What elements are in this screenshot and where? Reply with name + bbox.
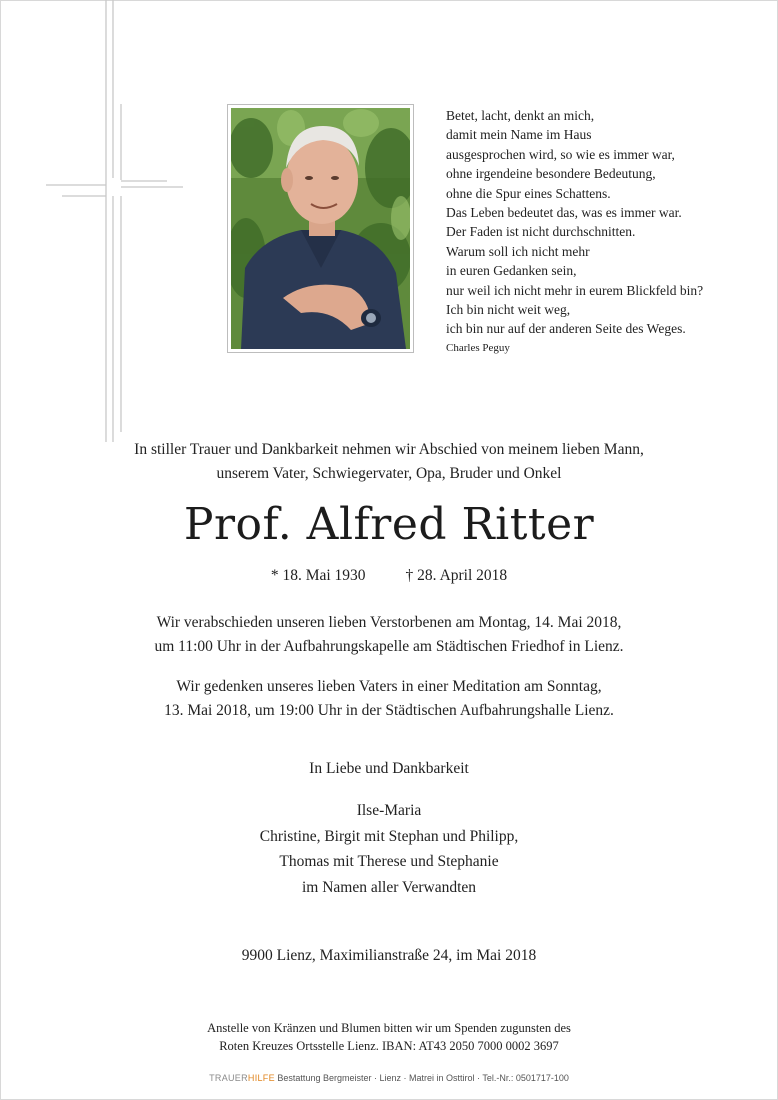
intro-line-2: unserem Vater, Schwiegervater, Opa, Bruder und Onkel — [216, 465, 562, 482]
poem-line: ich bin nur auf der anderen Seite des Weges. — [446, 321, 686, 337]
meditation-line-1: Wir gedenken unseres lieben Vaters in einer Meditation am Sonntag, — [176, 678, 602, 695]
poem-line: in euren Gedanken sein, — [446, 263, 577, 279]
death-date: † 28. April 2018 — [405, 567, 508, 584]
poem-line: Der Faden ist nicht durchschnitten. — [446, 224, 636, 240]
portrait-photo — [227, 104, 414, 353]
poem — [446, 106, 766, 357]
poem-line: Betet, lacht, denkt an mich, — [446, 108, 595, 123]
poem-line: Das Leben bedeutet das, was es immer war. — [446, 205, 682, 221]
footer-text: Bestattung Bergmeister · Lienz · Matrei in Osttirol · Tel.-Nr.: 0501717-100 — [274, 1073, 569, 1083]
meditation-line-2: 13. Mai 2018, um 19:00 Uhr in der Städtischen Aufbahrungshalle Lienz. — [164, 702, 614, 719]
closing-phrase: In Liebe und Dankbarkeit — [309, 760, 469, 777]
meditation-notice — [0, 675, 778, 723]
farewell-line-1: Wir verabschieden unseren lieben Verstorbenen am Montag, 14. Mai 2018, — [156, 614, 622, 631]
intro-text — [0, 438, 778, 486]
family-list — [0, 798, 778, 900]
poem-line: ausgesprochen wird, so wie es immer war, — [446, 146, 675, 162]
poem-line: nur weil ich nicht mehr in eurem Blickfeld bin? — [446, 282, 704, 298]
brand-logo-part-2: HILFE — [247, 1073, 275, 1083]
donation-line-2: Roten Kreuzes Ortsstelle Lienz. IBAN: AT43 2050 7000 0002 3697 — [219, 1039, 559, 1053]
poem-line: Ich bin nicht weit weg, — [446, 302, 571, 318]
poem-line: ohne die Spur eines Schattens. — [446, 185, 611, 201]
portrait-image — [231, 108, 410, 349]
brand-logo-part-1: TRAUER — [209, 1073, 248, 1083]
place-date: 9900 Lienz, Maximilianstraße 24, im Mai 2018 — [241, 947, 537, 964]
poem-author: Charles Peguy — [446, 341, 510, 354]
farewell-line-2: um 11:00 Uhr in der Aufbahrungskapelle am Städtischen Friedhof in Lienz. — [154, 638, 624, 655]
family-member: Christine, Birgit mit Stephan und Philipp, — [259, 827, 519, 845]
intro-line-1: In stiller Trauer und Dankbarkeit nehmen wir Abschied von meinem lieben Mann, — [134, 441, 644, 458]
life-dates — [0, 564, 778, 588]
birth-date: * 18. Mai 1930 — [270, 567, 366, 584]
deceased-name: Prof. Alfred Ritter — [183, 499, 595, 550]
poem-line: damit mein Name im Haus — [446, 127, 592, 143]
family-member: Ilse-Maria — [356, 802, 422, 819]
poem-line: ohne irgendeine besondere Bedeutung, — [446, 166, 656, 182]
farewell-notice — [0, 611, 778, 659]
family-member: Thomas mit Therese und Stephanie — [279, 853, 499, 870]
donation-request — [0, 1019, 778, 1055]
funeral-home-footer — [0, 1071, 778, 1085]
family-member: im Namen aller Verwandten — [301, 878, 477, 896]
poem-line: Warum soll ich nicht mehr — [446, 243, 590, 259]
cross-icon — [0, 0, 200, 450]
donation-line-1: Anstelle von Kränzen und Blumen bitten wir um Spenden zugunsten des — [207, 1021, 571, 1035]
